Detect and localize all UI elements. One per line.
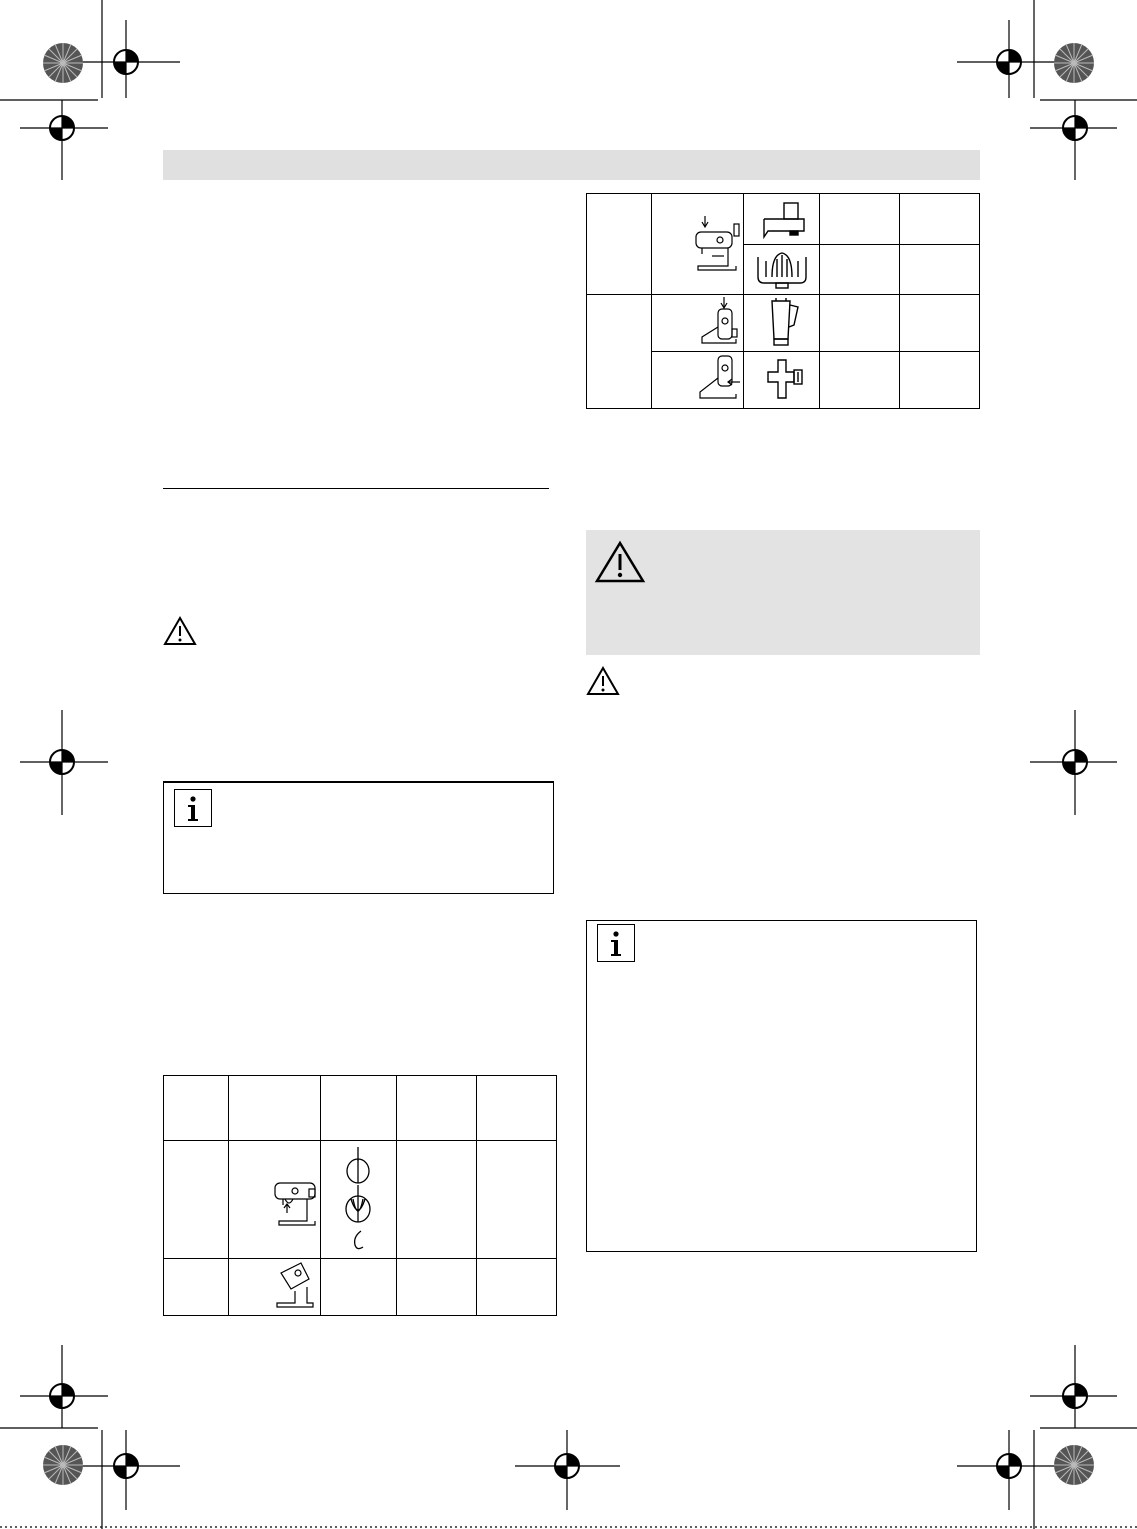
registration-target-icon (547, 1446, 587, 1486)
registration-target-icon (989, 1446, 1029, 1486)
table-cell (164, 1076, 229, 1141)
section-rule (163, 488, 549, 489)
table-cell (320, 1076, 396, 1141)
table-cell (900, 244, 980, 295)
table-cell (900, 295, 980, 352)
table-cell (396, 1076, 477, 1141)
table-row (164, 1076, 557, 1141)
table-row (164, 1259, 557, 1316)
table-cell (819, 194, 900, 245)
info-icon (597, 924, 635, 962)
table-cell (477, 1259, 557, 1316)
warning-triangle-icon (163, 616, 197, 646)
table-cell (819, 352, 900, 409)
header-band (163, 150, 980, 180)
shredder-attachment-icon (744, 195, 819, 243)
info-note-box (586, 920, 977, 1252)
registration-target-icon (42, 1376, 82, 1416)
mixer-top-drive-icon (652, 194, 743, 294)
table-cell (743, 244, 819, 295)
meat-mincer-attachment-icon (744, 352, 819, 408)
attachment-table-right (586, 193, 980, 409)
table-row (164, 1141, 557, 1259)
info-icon (174, 789, 212, 827)
table-cell (164, 1141, 229, 1259)
mixer-arm-tilted-icon (229, 1259, 320, 1315)
mixer-side-drive-icon (652, 352, 743, 408)
table-cell (819, 295, 900, 352)
table-cell (164, 1259, 229, 1316)
table-cell (228, 1141, 320, 1259)
table-cell (651, 295, 743, 352)
table-cell (651, 352, 743, 409)
table-cell (587, 295, 652, 409)
warning-triangle-icon (586, 666, 620, 696)
table-cell (743, 295, 819, 352)
registration-target-icon (989, 42, 1029, 82)
registration-target-icon (106, 42, 146, 82)
table-cell (743, 352, 819, 409)
registration-target-icon (1055, 108, 1095, 148)
warning-band (586, 530, 980, 655)
registration-target-icon (1055, 742, 1095, 782)
table-cell (477, 1141, 557, 1259)
color-wheel-mark-icon (42, 42, 84, 84)
table-cell (320, 1141, 396, 1259)
attachment-table-left (163, 1075, 557, 1316)
table-cell (587, 194, 652, 295)
table-cell (651, 194, 743, 295)
mixer-arm-up-position-icon (229, 1141, 320, 1258)
citrus-press-attachment-icon (744, 245, 819, 293)
table-cell (228, 1076, 320, 1141)
blender-jug-attachment-icon (744, 295, 819, 351)
table-cell (819, 244, 900, 295)
info-note-box (163, 781, 554, 894)
color-wheel-mark-icon (1053, 42, 1095, 84)
registration-target-icon (42, 108, 82, 148)
table-cell (477, 1076, 557, 1141)
registration-target-icon (1055, 1376, 1095, 1416)
table-row (587, 295, 980, 352)
table-cell (743, 194, 819, 245)
table-cell (396, 1141, 477, 1259)
table-row (587, 194, 980, 245)
color-wheel-mark-icon (42, 1444, 84, 1486)
table-cell (900, 352, 980, 409)
table-cell (900, 194, 980, 245)
table-cell (396, 1259, 477, 1316)
registration-target-icon (42, 742, 82, 782)
table-cell (228, 1259, 320, 1316)
whisk-kneading-tool-icon (321, 1141, 396, 1258)
registration-target-icon (106, 1446, 146, 1486)
color-wheel-mark-icon (1053, 1444, 1095, 1486)
warning-triangle-icon (594, 540, 646, 584)
table-cell (320, 1259, 396, 1316)
mixer-vertical-top-icon (652, 295, 743, 351)
